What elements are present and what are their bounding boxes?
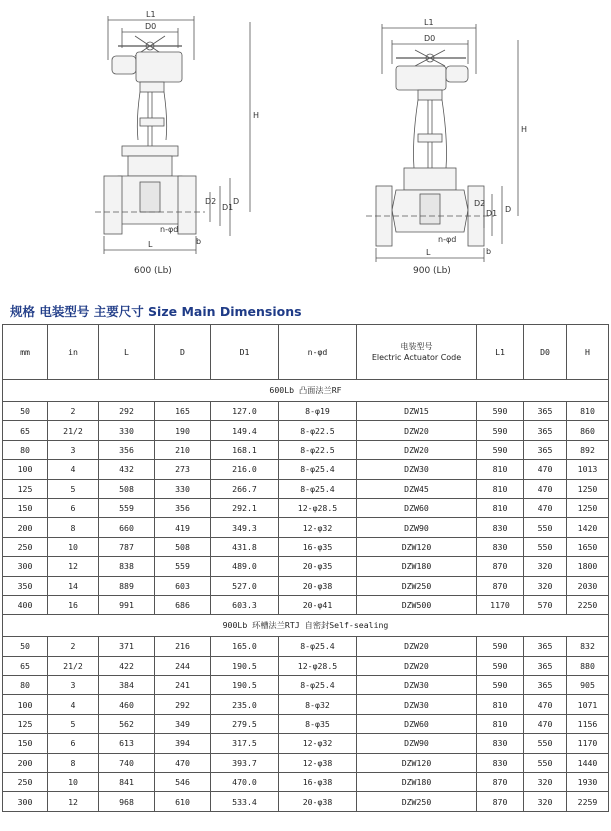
label-b-left: b [196, 237, 202, 246]
table-cell: 190.5 [211, 676, 279, 695]
table-row [3, 537, 609, 556]
table-cell: 470.0 [211, 773, 279, 792]
table-cell: DZW20 [357, 656, 477, 675]
table-cell: 830 [477, 537, 524, 556]
table-cell: DZW60 [357, 714, 477, 733]
section-label-600lb: 600Lb 凸面法兰RF [3, 380, 609, 402]
table-cell: 570 [524, 595, 567, 614]
table-cell: 590 [477, 440, 524, 459]
table-cell: 1650 [567, 537, 609, 556]
table-cell: 508 [155, 537, 211, 556]
table-row [3, 695, 609, 714]
table-cell: 3 [48, 676, 99, 695]
page-title: 规格 电装型号 主要尺寸 Size Main Dimensions [10, 304, 302, 319]
table-cell: 1420 [567, 518, 609, 537]
table-cell: 320 [524, 576, 567, 595]
label-d1-left: D1 [222, 203, 234, 212]
table-cell: DZW90 [357, 734, 477, 753]
table-cell: 235.0 [211, 695, 279, 714]
table-cell: 870 [477, 576, 524, 595]
table-cell: 365 [524, 676, 567, 695]
table-cell: 1250 [567, 479, 609, 498]
table-cell: 365 [524, 637, 567, 656]
table-cell: 533.4 [211, 792, 279, 811]
table-cell: 892 [567, 440, 609, 459]
table-cell: 125 [3, 479, 48, 498]
header-ea-en: Electric Actuator Code [371, 353, 462, 362]
table-cell: 5 [48, 714, 99, 733]
table-cell: 20-φ35 [279, 557, 357, 576]
table-cell: 838 [99, 557, 155, 576]
table-cell: 216.0 [211, 460, 279, 479]
table-cell: 810 [477, 714, 524, 733]
table-cell: 470 [524, 695, 567, 714]
table-cell: 65 [3, 421, 48, 440]
table-cell: 559 [155, 557, 211, 576]
table-cell: DZW20 [357, 440, 477, 459]
table-cell: 200 [3, 753, 48, 772]
table-cell: 216 [155, 637, 211, 656]
table-row [3, 402, 609, 421]
table-cell: 830 [477, 753, 524, 772]
header-d1: D1 [211, 325, 279, 380]
table-row [3, 498, 609, 517]
table-cell: 527.0 [211, 576, 279, 595]
table-cell: DZW60 [357, 498, 477, 517]
table-cell: 508 [99, 479, 155, 498]
table-cell: 550 [524, 537, 567, 556]
table-cell: 1013 [567, 460, 609, 479]
table-cell: DZW180 [357, 557, 477, 576]
table-cell: 10 [48, 537, 99, 556]
table-row [3, 637, 609, 656]
label-d1-right: D1 [486, 209, 498, 218]
table-cell: 810 [477, 479, 524, 498]
table-row [3, 460, 609, 479]
table-cell: 12 [48, 792, 99, 811]
table-cell: 6 [48, 498, 99, 517]
table-cell: 365 [524, 421, 567, 440]
table-cell: 400 [3, 595, 48, 614]
table-cell: 832 [567, 637, 609, 656]
table-cell: 317.5 [211, 734, 279, 753]
label-d2-left: D2 [205, 197, 217, 206]
valve-900lb-drawing [366, 24, 518, 262]
table-cell: 16-φ35 [279, 537, 357, 556]
table-cell: 12-φ28.5 [279, 498, 357, 517]
table-cell: 330 [99, 421, 155, 440]
label-l-left: L [148, 240, 153, 249]
table-cell: 350 [3, 576, 48, 595]
table-cell: 2259 [567, 792, 609, 811]
table-cell: 168.1 [211, 440, 279, 459]
table-cell: 365 [524, 402, 567, 421]
table-cell: 100 [3, 695, 48, 714]
table-cell: 8-φ35 [279, 714, 357, 733]
table-row [3, 734, 609, 753]
table-cell: 470 [155, 753, 211, 772]
table-cell: 8-φ25.4 [279, 460, 357, 479]
table-cell: 5 [48, 479, 99, 498]
table-cell: 190 [155, 421, 211, 440]
table-row [3, 576, 609, 595]
table-cell: 422 [99, 656, 155, 675]
table-cell: 810 [477, 695, 524, 714]
table-cell: 860 [567, 421, 609, 440]
table-cell: 870 [477, 557, 524, 576]
table-cell: 562 [99, 714, 155, 733]
table-cell: 810 [567, 402, 609, 421]
table-cell: 590 [477, 421, 524, 440]
table-cell: 266.7 [211, 479, 279, 498]
table-cell: 590 [477, 637, 524, 656]
label-d-left: D [233, 197, 240, 206]
table-cell: DZW30 [357, 695, 477, 714]
table-cell: 8-φ22.5 [279, 440, 357, 459]
table-cell: 125 [3, 714, 48, 733]
table-header-row [3, 325, 609, 380]
table-cell: 590 [477, 656, 524, 675]
table-cell: 100 [3, 460, 48, 479]
table-row [3, 714, 609, 733]
table-cell: 241 [155, 676, 211, 695]
table-cell: 590 [477, 402, 524, 421]
table-cell: 603.3 [211, 595, 279, 614]
table-cell: DZW30 [357, 676, 477, 695]
table-cell: 16-φ38 [279, 773, 357, 792]
table-cell: 16 [48, 595, 99, 614]
table-cell: 12 [48, 557, 99, 576]
table-cell: 1250 [567, 498, 609, 517]
table-cell: 432 [99, 460, 155, 479]
table-cell: 2030 [567, 576, 609, 595]
table-row [3, 595, 609, 614]
table-cell: 489.0 [211, 557, 279, 576]
header-h: H [567, 325, 609, 380]
table-cell: 150 [3, 498, 48, 517]
header-d: D [155, 325, 211, 380]
table-cell: DZW30 [357, 460, 477, 479]
table-cell: DZW90 [357, 518, 477, 537]
table-cell: 356 [155, 498, 211, 517]
section-row-600lb [3, 380, 609, 402]
table-cell: 349 [155, 714, 211, 733]
table-cell: 320 [524, 792, 567, 811]
table-cell: 740 [99, 753, 155, 772]
header-mm: mm [3, 325, 48, 380]
table-cell: 292.1 [211, 498, 279, 517]
section-row-900lb [3, 615, 609, 637]
section-label-900lb: 900Lb 环槽法兰RTJ 自密封Self-sealing [3, 615, 609, 637]
table-cell: 470 [524, 498, 567, 517]
table-cell: 2 [48, 637, 99, 656]
table-cell: 6 [48, 734, 99, 753]
table-cell: 660 [99, 518, 155, 537]
table-cell: 12-φ32 [279, 734, 357, 753]
header-in: in [48, 325, 99, 380]
table-cell: 4 [48, 460, 99, 479]
table-cell: 320 [524, 557, 567, 576]
header-ea-cn: 电装型号 [400, 342, 433, 351]
table-cell: 300 [3, 792, 48, 811]
table-cell: 905 [567, 676, 609, 695]
table-cell: 613 [99, 734, 155, 753]
table-cell: 320 [524, 773, 567, 792]
table-cell: 384 [99, 676, 155, 695]
table-cell: 841 [99, 773, 155, 792]
label-h-right: H [521, 125, 528, 134]
table-cell: 12-φ38 [279, 753, 357, 772]
table-cell: 165 [155, 402, 211, 421]
table-cell: 12-φ28.5 [279, 656, 357, 675]
table-cell: 149.4 [211, 421, 279, 440]
label-l1-right: L1 [424, 18, 434, 27]
table-cell: 8-φ32 [279, 695, 357, 714]
table-cell: 165.0 [211, 637, 279, 656]
table-cell: 1170 [477, 595, 524, 614]
table-cell: 550 [524, 753, 567, 772]
table-cell: 14 [48, 576, 99, 595]
table-cell: 279.5 [211, 714, 279, 733]
table-cell: DZW180 [357, 773, 477, 792]
table-row [3, 518, 609, 537]
table-cell: 65 [3, 656, 48, 675]
table-row [3, 421, 609, 440]
table-cell: 20-φ38 [279, 576, 357, 595]
table-cell: 8 [48, 518, 99, 537]
table-cell: 12-φ32 [279, 518, 357, 537]
table-cell: 2 [48, 402, 99, 421]
table-row [3, 656, 609, 675]
table-cell: 2250 [567, 595, 609, 614]
table-cell: 349.3 [211, 518, 279, 537]
table-cell: 393.7 [211, 753, 279, 772]
table-cell: 470 [524, 479, 567, 498]
table-cell: DZW20 [357, 637, 477, 656]
caption-900lb: 900 (Lb) [413, 266, 451, 276]
table-cell: 1071 [567, 695, 609, 714]
table-cell: 1800 [567, 557, 609, 576]
label-l-right: L [426, 248, 431, 257]
header-nphid: n-φd [279, 325, 357, 380]
table-cell: 250 [3, 537, 48, 556]
table-cell: 8-φ25.4 [279, 637, 357, 656]
table-row [3, 792, 609, 811]
table-row [3, 557, 609, 576]
table-cell: 991 [99, 595, 155, 614]
table-cell: 273 [155, 460, 211, 479]
table-cell: DZW120 [357, 753, 477, 772]
table-cell: 431.8 [211, 537, 279, 556]
table-cell: 200 [3, 518, 48, 537]
dimensions-table [2, 324, 609, 812]
table-cell: 470 [524, 714, 567, 733]
table-cell: 356 [99, 440, 155, 459]
table-cell: 870 [477, 773, 524, 792]
table-cell: DZW250 [357, 576, 477, 595]
table-cell: 1930 [567, 773, 609, 792]
table-cell: 190.5 [211, 656, 279, 675]
table-cell: 419 [155, 518, 211, 537]
table-cell: 830 [477, 734, 524, 753]
table-cell: 300 [3, 557, 48, 576]
table-cell: 830 [477, 518, 524, 537]
table-cell: 787 [99, 537, 155, 556]
table-cell: 10 [48, 773, 99, 792]
header-d0: D0 [524, 325, 567, 380]
table-cell: 8-φ25.4 [279, 479, 357, 498]
table-cell: 4 [48, 695, 99, 714]
label-b-right: b [486, 247, 492, 256]
label-l1-left: L1 [146, 10, 156, 19]
table-cell: 292 [99, 402, 155, 421]
table-cell: 870 [477, 792, 524, 811]
label-nphid-right: n-φd [438, 235, 457, 244]
table-cell: 371 [99, 637, 155, 656]
table-body [3, 380, 609, 812]
table-cell: 590 [477, 676, 524, 695]
label-d-right: D [505, 205, 512, 214]
table-row [3, 753, 609, 772]
table-cell: 603 [155, 576, 211, 595]
table-cell: 8-φ25.4 [279, 676, 357, 695]
table-row [3, 479, 609, 498]
label-d2-right: D2 [474, 199, 486, 208]
table-cell: 20-φ41 [279, 595, 357, 614]
header-electric-actuator [357, 325, 477, 380]
table-cell: 21/2 [48, 656, 99, 675]
table-cell: 80 [3, 676, 48, 695]
table-cell: 250 [3, 773, 48, 792]
table-cell: 330 [155, 479, 211, 498]
table-cell: 810 [477, 460, 524, 479]
table-cell: 1170 [567, 734, 609, 753]
table-cell: 127.0 [211, 402, 279, 421]
table-cell: 21/2 [48, 421, 99, 440]
valve-drawings-svg [0, 0, 611, 290]
table-cell: 889 [99, 576, 155, 595]
table-cell: DZW250 [357, 792, 477, 811]
label-h-left: H [253, 111, 260, 120]
table-cell: 968 [99, 792, 155, 811]
table-cell: 365 [524, 656, 567, 675]
table-cell: 1440 [567, 753, 609, 772]
table-cell: 546 [155, 773, 211, 792]
table-cell: DZW20 [357, 421, 477, 440]
header-l1: L1 [477, 325, 524, 380]
label-d0-left: D0 [145, 22, 157, 31]
table-row [3, 440, 609, 459]
table-cell: DZW120 [357, 537, 477, 556]
table-cell: 3 [48, 440, 99, 459]
table-cell: DZW45 [357, 479, 477, 498]
table-cell: 559 [99, 498, 155, 517]
table-cell: 50 [3, 402, 48, 421]
table-cell: 8-φ22.5 [279, 421, 357, 440]
table-cell: 292 [155, 695, 211, 714]
table-cell: 686 [155, 595, 211, 614]
table-cell: 810 [477, 498, 524, 517]
table-cell: 460 [99, 695, 155, 714]
table-cell: 244 [155, 656, 211, 675]
label-nphid-left: n-φd [160, 225, 179, 234]
table-cell: 610 [155, 792, 211, 811]
valve-600lb-drawing [95, 16, 250, 254]
table-cell: 80 [3, 440, 48, 459]
table-cell: 550 [524, 518, 567, 537]
table-cell: 394 [155, 734, 211, 753]
table-row [3, 773, 609, 792]
table-cell: 1156 [567, 714, 609, 733]
table-cell: 8 [48, 753, 99, 772]
table-cell: 8-φ19 [279, 402, 357, 421]
table-row [3, 676, 609, 695]
table-cell: 150 [3, 734, 48, 753]
table-cell: DZW15 [357, 402, 477, 421]
table-cell: 365 [524, 440, 567, 459]
label-d0-right: D0 [424, 34, 436, 43]
valve-drawings [0, 0, 611, 290]
table-cell: 50 [3, 637, 48, 656]
header-l: L [99, 325, 155, 380]
caption-600lb: 600 (Lb) [134, 266, 172, 276]
table-cell: DZW500 [357, 595, 477, 614]
table-cell: 210 [155, 440, 211, 459]
table-cell: 470 [524, 460, 567, 479]
table-cell: 550 [524, 734, 567, 753]
table-cell: 20-φ38 [279, 792, 357, 811]
table-cell: 880 [567, 656, 609, 675]
